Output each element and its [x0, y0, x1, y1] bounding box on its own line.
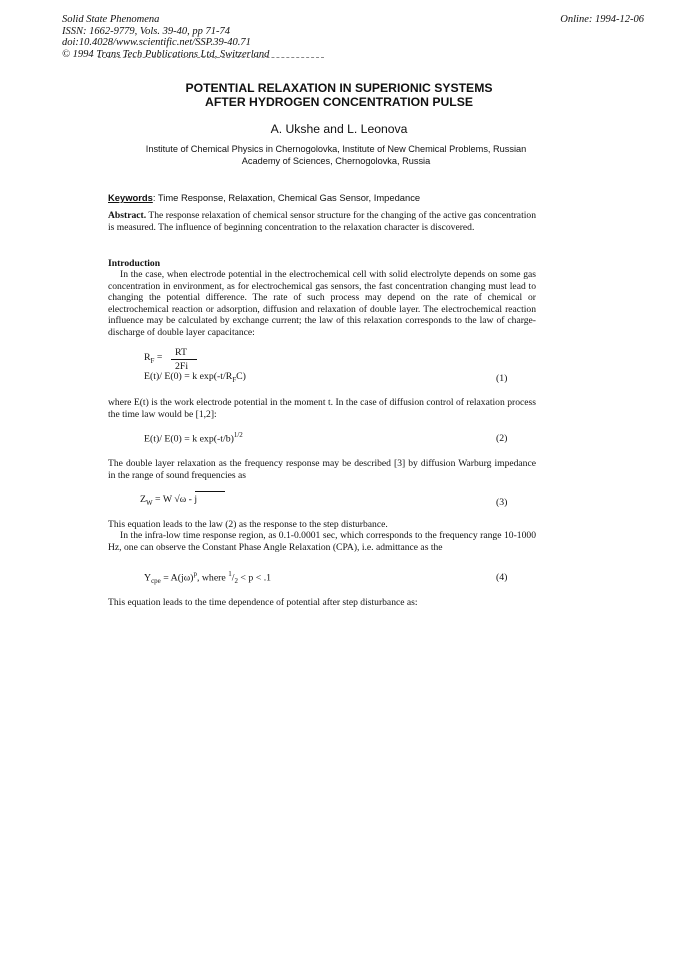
abstract-label: Abstract. — [108, 210, 147, 221]
authors: A. Ukshe and L. Leonova — [270, 122, 408, 136]
abstract — [108, 210, 536, 233]
equation-4: $Y_{cpe} = A(j\omega)^p$, where $^1/_2 < p < .1$ — [144, 570, 272, 586]
rf-lhs: $R_F$ = — [144, 352, 163, 365]
radical-overline — [195, 491, 225, 492]
paper-title-line-1: POTENTIAL RELAXATION IN SUPERIONIC SYSTEMS — [185, 81, 493, 95]
online-date: Online: 1994-12-06 — [560, 14, 644, 25]
rf-numerator: RT — [175, 347, 187, 358]
intro-paragraph-4: This equation leads to the law (2) as the response to the step disturbance. — [108, 519, 388, 530]
intro-paragraph-6: This equation leads to the time dependence of potential after step disturbance as: — [108, 597, 418, 608]
intro-paragraph-3: The double layer relaxation as the frequency response may be described [3] by diffusion Warburg impedance in the range of sound frequencies as — [108, 458, 536, 481]
affiliation-line-1: Institute of Chemical Physics in Chernogolovka, Institute of New Chemical Problems, Russian — [145, 144, 527, 154]
equation-4-number: (4) — [496, 572, 508, 583]
section-heading-introduction: Introduction — [108, 258, 161, 269]
keywords — [108, 192, 420, 203]
equation-1: E(t)/ E(0) = k $\exp(-t/R_FC)$ — [144, 371, 246, 384]
equation-3-number: (3) — [496, 497, 508, 508]
cropped-text-strip — [98, 56, 324, 59]
equation-1-number: (1) — [496, 373, 508, 384]
keywords-text: : Time Response, Relaxation, Chemical Gas Sensor, Impedance — [152, 192, 421, 203]
issn-line: ISSN: 1662-9779, Vols. 39-40, pp 71-74 — [62, 25, 230, 37]
journal-name: Solid State Phenomena — [62, 14, 160, 25]
doi-link[interactable]: doi:10.4028/www.scientific.net/SSP.39-40.71 — [62, 37, 251, 48]
rf-fraction-bar — [171, 359, 197, 360]
journal-header — [62, 14, 269, 60]
paper-title-line-2: AFTER HYDROGEN CONCENTRATION PULSE — [205, 95, 473, 109]
equation-2: E(t)/ E(0) = k $\exp(-t/b)^{1/2}$ — [144, 431, 243, 445]
keywords-label: Keywords — [108, 192, 153, 203]
copyright-line: © 1994 Trans Tech Publications Ltd, Switzerland — [62, 48, 270, 60]
rf-denominator: 2Fi — [175, 361, 189, 372]
affiliation — [108, 143, 564, 167]
equation-2-number: (2) — [496, 433, 508, 444]
intro-paragraph-2: where E(t) is the work electrode potential in the moment t. In the case of diffusion control of relaxation process the time law would be [1,2]: — [108, 397, 536, 420]
intro-paragraph-1: In the case, when electrode potential in the electrochemical cell with solid electrolyte depends on some gas concentration in environment, as for electrochemical gas sensors, the fast concentration changing must lead to changing the potential difference. The rate of such process may depend on the rate of chemical or electrochemical reaction or adsorption, diffusion and relaxation of double layer. The electrochemical reaction influence may be calculated by exchange current; the law of this relaxation corresponds to the law of charge-discharge of double layer capacitance: — [108, 269, 536, 338]
equation-3: $Z_W = W$ √ω - j — [140, 494, 198, 507]
abstract-text: The response relaxation of chemical sensor structure for the changing of the active gas concentration is measured. The influence of beginning concentration to the relaxation character is discovered. — [108, 210, 536, 233]
intro-paragraph-5: In the infra-low time response region, as 0.1-0.0001 sec, which corresponds to the frequency range 10-1000 Hz, one can observe the Constant Phase Angle Relaxation (CPA), i.e. admittance as the — [108, 530, 536, 553]
affiliation-line-2: Academy of Sciences, Chernogolovka, Russia — [241, 156, 431, 166]
